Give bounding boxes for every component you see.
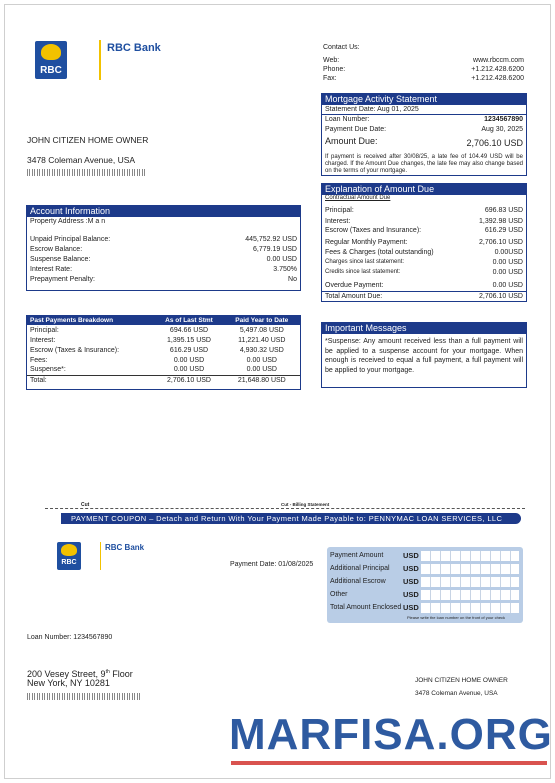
suspense-balance-value: 0.00 USD: [266, 256, 297, 263]
charges-since-label: Charges since last statement:: [325, 259, 405, 265]
row-label: Suspense*:: [30, 366, 66, 374]
remit-barcode: [27, 693, 142, 700]
prepayment-penalty-value: No: [288, 276, 297, 283]
customer-name: JOHN CITIZEN HOME OWNER: [27, 135, 149, 145]
credits-since-label: Credits since last statement:: [325, 269, 401, 275]
mortgage-activity-title: Mortgage Activity Statement: [322, 94, 526, 105]
additional-principal-label: Additional Principal: [330, 565, 390, 572]
late-fee-note: If payment is received after 30/08/25, a late fee of 104.49 USD will be charged. If the Amount Due changes, the late fee may also change based on the terms of your mortgage.: [325, 154, 523, 174]
logo-divider: [100, 542, 101, 570]
total-row: [27, 375, 300, 385]
payment-amount-input[interactable]: [421, 551, 519, 561]
loan-number-label: Loan Number:: [325, 116, 370, 123]
currency-label: USD: [403, 564, 419, 573]
remit-street: 200 Vesey Street, 9: [27, 669, 106, 679]
important-messages-body: *Suspense: Any amount received less than a full payment will be applied to a suspense account for your mortgage. When enough is received to equal a full payment, a full payment will be applied to your mortgage.: [325, 338, 523, 374]
explanation-title: Explanation of Amount Due: [322, 184, 526, 195]
total-enclosed-label: Total Amount Enclosed: [330, 604, 402, 611]
account-information-box: [26, 205, 301, 291]
table-row: [27, 325, 300, 335]
contractual-subtitle: Contractual Amount Due: [325, 195, 391, 201]
row-label: Interest:: [30, 336, 56, 344]
contact-label: Fax:: [323, 75, 337, 82]
additional-principal-row: [330, 563, 520, 575]
principal-label: Principal:: [325, 207, 354, 214]
total-last-stmt: 2,706.10 USD: [154, 375, 223, 385]
important-messages-title: Important Messages: [322, 323, 526, 334]
row-last-stmt: 0.00 USD: [173, 366, 205, 374]
currency-label: USD: [403, 551, 419, 560]
regular-payment-value: 2,706.10 USD: [479, 239, 523, 246]
unpaid-principal-label: Unpaid Principal Balance:: [30, 236, 111, 243]
interest-value: 1,392.98 USD: [479, 218, 523, 225]
customer-address: 3478 Coleman Avenue, USA: [27, 155, 136, 165]
additional-principal-input[interactable]: [421, 564, 519, 574]
row-last-stmt: 1,395.15 USD: [167, 336, 211, 344]
row-ytd: 4,930.32 USD: [239, 346, 284, 354]
interest-label: Interest:: [325, 218, 351, 225]
contact-phone: +1.212.428.6200: [471, 66, 524, 73]
row-label: Escrow (Taxes & Insurance):: [30, 346, 120, 354]
overdue-payment-value: 0.00 USD: [492, 282, 523, 289]
col-header-last-stmt: As of Last Stmt: [154, 316, 223, 325]
row-label: Fees:: [30, 356, 48, 364]
credits-since-value: 0.00 USD: [492, 269, 523, 276]
total-enclosed-input[interactable]: [421, 603, 519, 613]
prepayment-penalty-label: Prepayment Penalty:: [30, 276, 95, 283]
regular-payment-label: Regular Monthly Payment:: [325, 239, 408, 246]
unpaid-principal-value: 445,752.92 USD: [245, 236, 297, 243]
payment-amount-row: [330, 550, 520, 562]
row-ytd: 0.00 USD: [246, 366, 277, 374]
row-label: Principal:: [30, 326, 59, 334]
row-last-stmt: 694.66 USD: [169, 326, 209, 334]
overdue-payment-label: Overdue Payment:: [325, 282, 384, 289]
table-row: [27, 365, 300, 375]
payer-name: JOHN CITIZEN HOME OWNER: [415, 677, 508, 684]
property-address: Property Address :M a n: [30, 218, 106, 225]
cut-line: [45, 508, 525, 509]
cut-label-left: Cut: [81, 502, 90, 508]
postal-barcode: [27, 169, 147, 176]
explanation-box: [321, 183, 527, 302]
watermark-underline: [231, 761, 547, 765]
statement-date: Statement Date: Aug 01, 2025: [325, 106, 419, 113]
coupon-loan-number: Loan Number: 1234567890: [27, 634, 113, 641]
interest-rate-label: Interest Rate:: [30, 266, 73, 273]
principal-value: 696.83 USD: [484, 207, 523, 214]
charges-since-value: 0.00 USD: [492, 259, 523, 266]
contact-label: Phone:: [323, 66, 346, 73]
payment-date: Payment Date: 01/08/2025: [230, 561, 314, 568]
table-row: [27, 345, 300, 355]
watermark: MARFISA.ORG: [229, 710, 553, 759]
rbc-logo-icon: [57, 542, 81, 570]
additional-escrow-input[interactable]: [421, 577, 519, 587]
remit-address-line2: New York, NY 10281: [27, 678, 110, 688]
fees-charges-label: Fees & Charges (total outstanding): [325, 249, 434, 256]
payment-coupon-banner: PAYMENT COUPON – Detach and Return With Your Payment Made Payable to: PENNYMAC LOAN SERVICES, LLC: [61, 513, 521, 524]
col-header-breakdown: Past Payments Breakdown: [27, 316, 154, 325]
currency-label: USD: [403, 603, 419, 612]
mortgage-activity-box: [321, 93, 527, 176]
escrow-balance-value: 6,779.19 USD: [253, 246, 297, 253]
total-ytd: 21,648.80 USD: [224, 375, 300, 385]
total-enclosed-row: [330, 602, 520, 614]
other-input[interactable]: [421, 590, 519, 600]
check-footnote: Please write the loan number on the front of your check: [407, 615, 506, 620]
cut-label-right: Cut - Billing Statement: [281, 502, 330, 507]
remit-floor: Floor: [109, 669, 133, 679]
total-label: Total:: [27, 375, 154, 385]
suspense-balance-label: Suspense Balance:: [30, 256, 91, 263]
fees-charges-value: 0.00USD: [494, 249, 523, 256]
amount-due-label: Amount Due:: [325, 136, 378, 146]
col-header-ytd: Paid Year to Date: [224, 316, 300, 325]
lion-emblem-icon: [41, 44, 61, 60]
escrow-label: Escrow (Taxes and Insurance):: [325, 227, 422, 234]
other-label: Other: [330, 591, 348, 598]
logo-text: RBC: [61, 559, 77, 566]
coupon-brand-name: RBC Bank: [105, 543, 145, 552]
currency-label: USD: [403, 590, 419, 599]
currency-label: USD: [403, 577, 419, 586]
escrow-balance-label: Escrow Balance:: [30, 246, 83, 253]
escrow-value: 616.29 USD: [484, 227, 523, 234]
rbc-logo-icon: [35, 41, 67, 79]
contact-fax: +1.212.428.6200: [471, 75, 524, 82]
remit-sup: th: [105, 669, 110, 675]
other-row: [330, 589, 520, 601]
brand-name: RBC Bank: [107, 42, 161, 54]
account-information-title: Account Information: [27, 206, 300, 217]
due-date-value: Aug 30, 2025: [481, 126, 523, 133]
lion-emblem-icon: [61, 544, 77, 556]
statement-page: [4, 4, 551, 779]
row-last-stmt: 616.29 USD: [169, 346, 209, 354]
row-ytd: 5,497.08 USD: [239, 326, 284, 334]
payment-amount-label: Payment Amount: [330, 552, 384, 559]
row-ytd: 11,221.40 USD: [238, 336, 286, 344]
interest-rate-value: 3.750%: [273, 266, 297, 273]
due-date-label: Payment Due Date:: [325, 126, 387, 133]
amount-due-value: 2,706.10 USD: [466, 138, 523, 148]
loan-number-value: 1234567890: [484, 116, 523, 123]
payment-entry-box: [327, 547, 523, 623]
row-last-stmt: 0.00 USD: [173, 356, 205, 364]
logo-divider: [99, 40, 101, 80]
table-row: [27, 355, 300, 365]
contact-list: [323, 56, 524, 83]
total-due-label: Total Amount Due:: [325, 293, 383, 300]
additional-escrow-label: Additional Escrow: [330, 578, 386, 585]
total-due-value: 2,706.10 USD: [479, 293, 523, 300]
logo-text: RBC: [40, 65, 62, 76]
row-ytd: 0.00 USD: [246, 356, 277, 364]
payer-address: 3478 Coleman Avenue, USA: [415, 690, 498, 697]
additional-escrow-row: [330, 576, 520, 588]
table-row: [27, 335, 300, 345]
past-payments-table: [26, 315, 301, 390]
contact-label: Web:: [323, 57, 340, 64]
important-messages-box: [321, 322, 527, 388]
contact-web[interactable]: www.rbccm.com: [473, 57, 524, 64]
contact-title: Contact Us:: [323, 44, 360, 51]
